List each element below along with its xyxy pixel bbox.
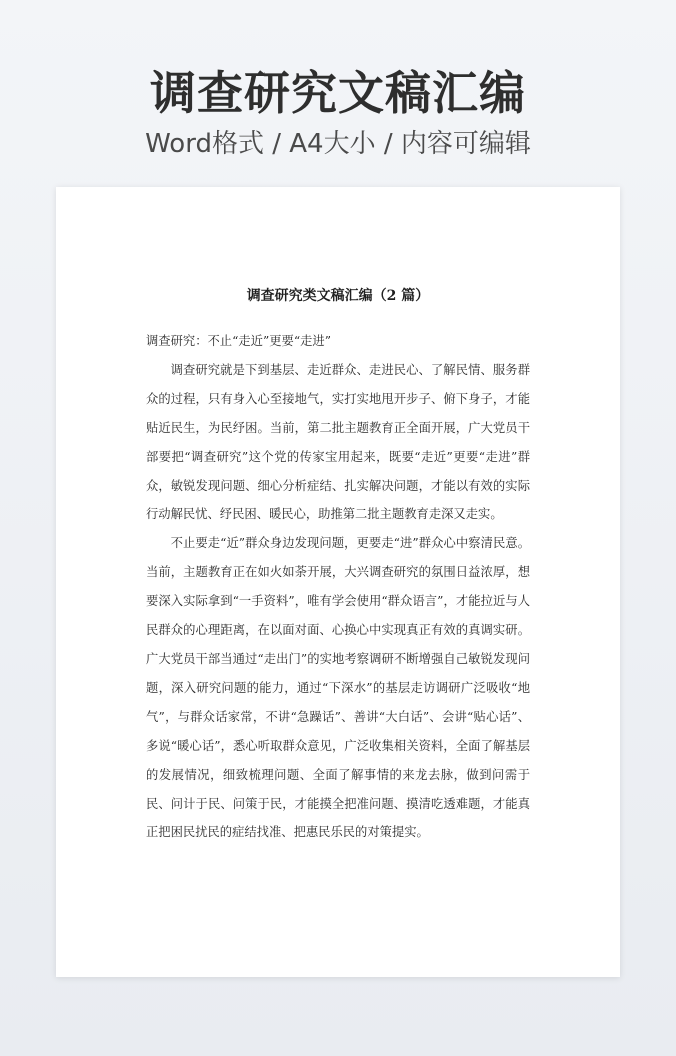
banner-title: 调查研究文稿汇编 [150, 66, 526, 120]
cover-banner [0, 62, 676, 162]
banner-subtitle: Word格式 / A4大小 / 内容可编辑 [145, 129, 531, 159]
body-paragraph-2: 不止要走“近”群众身边发现问题，更要走“进”群众心中察清民意。当前，主题教育正在如火如荼开展，大兴调查研究的氛围日益浓厚，想要深入实际拿到“一手资料”，唯有学会使用“群众语言”，才能拉近与人民群众的心理距离，在以面对面、心换心中实现真正有效的真调实研。广大党员干部当通过“走出门”的实地考察调研不断增强自己敏锐发现问题，深入研究问题的能力，通过“下深水”的基层走访调研广泛吸收“地气”，与群众话家常，不讲“急躁话”、善讲“大白话”、会讲“贴心话”、多说“暖心话”，悉心听取群众意见，广泛收集相关资料，全面了解基层的发展情况，细致梳理问题、全面了解事情的来龙去脉，做到问需于民、问计于民、问策于民，才能摸全把准问题、摸清吃透难题，才能真正把困民扰民的症结找准、把惠民乐民的对策提实。 [146, 536, 530, 840]
document-page [56, 187, 620, 977]
section-heading: 调查研究：不止“走近”更要“走进” [146, 334, 332, 348]
document-body [146, 327, 530, 847]
document-title: 调查研究类文稿汇编（2 篇） [246, 288, 430, 304]
body-paragraph-1: 调查研究就是下到基层、走近群众、走进民心、了解民情、服务群众的过程，只有身入心至接地气，实打实地甩开步子、俯下身子，才能贴近民生，为民纾困。当前，第二批主题教育正全面开展，广大党员干部要把“调查研究”这个党的传家宝用起来，既要“走近”更要“走进”群众，敏锐发现问题、细心分析症结、扎实解决问题，才能以有效的实际行动解民忧、纾民困、暖民心，助推第二批主题教育走深又走实。 [146, 362, 530, 522]
